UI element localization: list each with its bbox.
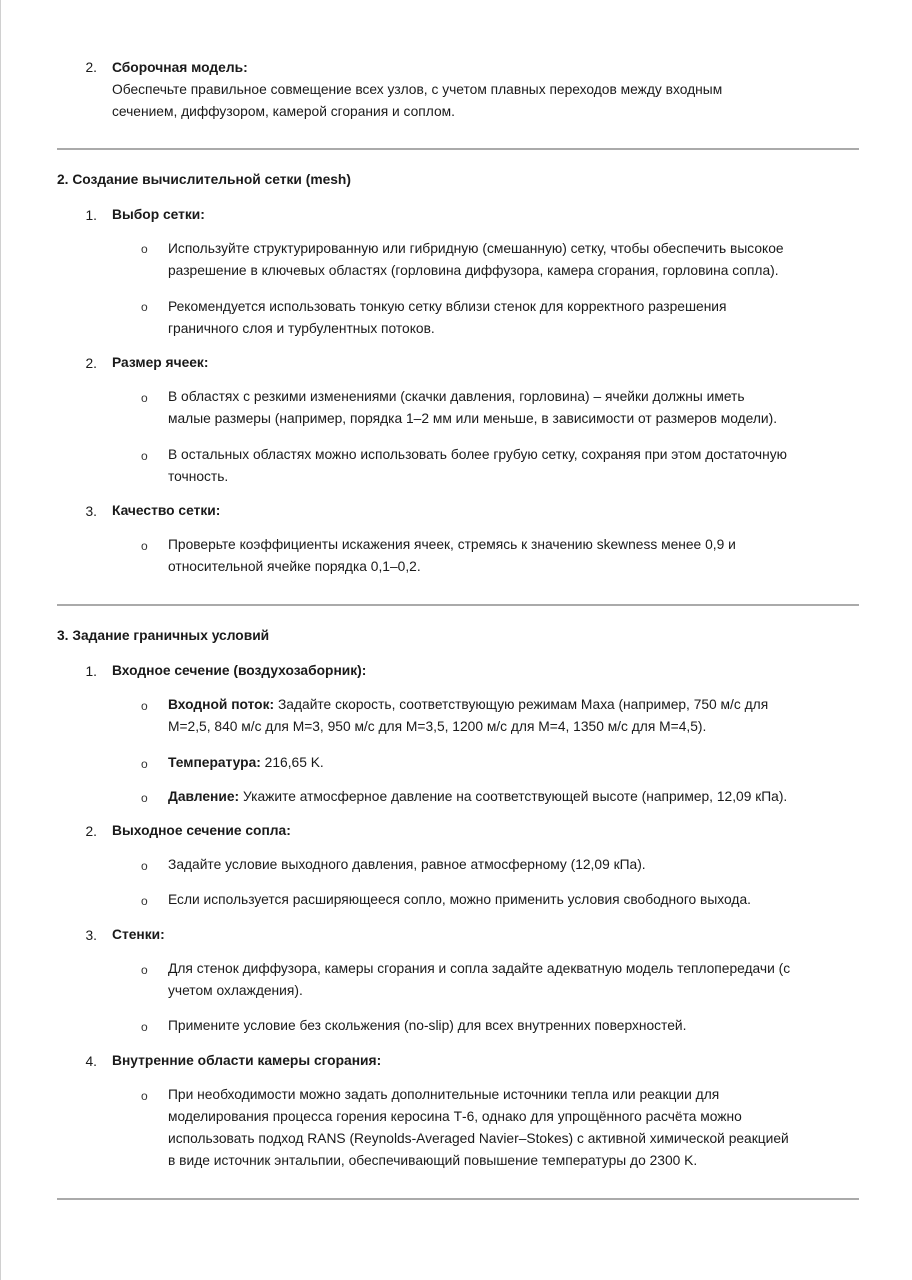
bullet-text-line: точность. xyxy=(168,469,229,484)
bullet-text-line: Если используется расширяющееся сопло, можно применить условия свободного выхода. xyxy=(168,892,751,907)
section-heading: 3. Задание граничных условий xyxy=(57,628,270,643)
section-heading: 2. Создание вычислительной сетки (mesh) xyxy=(57,172,351,187)
horizontal-divider xyxy=(57,1198,859,1200)
list-number: 3. xyxy=(85,504,97,519)
bullet-text: Задайте скорость, соответствующую режимам Маха (например, 750 м/с для xyxy=(274,697,769,712)
bullet-text-line: Примените условие без скольжения (no-slip) для всех внутренних поверхностей. xyxy=(168,1018,687,1033)
item-title: Качество сетки: xyxy=(112,503,221,518)
bullet-marker: o xyxy=(141,449,148,463)
list-number: 2. xyxy=(85,60,97,75)
list-number: 3. xyxy=(85,928,97,943)
bullet-text-line: Используйте структурированную или гибридную (смешанную) сетку, чтобы обеспечить высокое xyxy=(168,241,784,256)
item-title: Выходное сечение сопла: xyxy=(112,823,291,838)
item-title: Стенки: xyxy=(112,927,165,942)
bullet-text: Укажите атмосферное давление на соответствующей высоте (например, 12,09 кПа). xyxy=(239,789,788,804)
bullet-text-line: учетом охлаждения). xyxy=(168,983,303,998)
item-title: Размер ячеек: xyxy=(112,355,209,370)
item-text-line: сечением, диффузором, камерой сгорания и соплом. xyxy=(112,104,455,119)
bullet-text-line: граничного слоя и турбулентных потоков. xyxy=(168,321,435,336)
bullet-text-line xyxy=(168,694,768,717)
bullet-text-line: малые размеры (например, порядка 1–2 мм или меньше, в зависимости от размеров модели). xyxy=(168,411,778,426)
bullet-text-line: разрешение в ключевых областях (горловина диффузора, камера сгорания, горловина сопла). xyxy=(168,263,779,278)
list-number: 1. xyxy=(85,208,97,223)
bullet-marker: o xyxy=(141,894,148,908)
bullet-text-line: моделирования процесса горения керосина Т-6, однако для упрощённого расчёта можно xyxy=(168,1109,742,1124)
bullet-marker: o xyxy=(141,539,148,553)
list-number: 2. xyxy=(85,824,97,839)
item-title: Входное сечение (воздухозаборник): xyxy=(112,663,367,678)
bullet-label: Давление: xyxy=(168,789,240,804)
bullet-text-line xyxy=(168,786,787,809)
bullet-marker: o xyxy=(141,963,148,977)
horizontal-divider xyxy=(57,148,859,150)
horizontal-divider xyxy=(57,604,859,606)
bullet-text-line: Задайте условие выходного давления, равное атмосферному (12,09 кПа). xyxy=(168,857,646,872)
bullet-marker: o xyxy=(141,699,148,713)
list-number: 2. xyxy=(85,356,97,371)
list-number: 4. xyxy=(85,1054,97,1069)
bullet-text-line: M=2,5, 840 м/с для M=3, 950 м/с для M=3,5, 1200 м/с для M=4, 1350 м/с для M=4,5). xyxy=(168,719,707,734)
item-text-line: Обеспечьте правильное совмещение всех узлов, с учетом плавных переходов между входным xyxy=(112,82,723,97)
bullet-label: Входной поток: xyxy=(168,697,275,712)
bullet-marker: o xyxy=(141,242,148,256)
bullet-text-line: В областях с резкими изменениями (скачки давления, горловина) – ячейки должны иметь xyxy=(168,389,745,404)
item-title: Сборочная модель: xyxy=(112,60,248,75)
bullet-text-line: Для стенок диффузора, камеры сгорания и сопла задайте адекватную модель теплопередачи (с xyxy=(168,961,791,976)
bullet-marker: o xyxy=(141,1089,148,1103)
bullet-marker: o xyxy=(141,391,148,405)
item-title: Внутренние области камеры сгорания: xyxy=(112,1053,382,1068)
item-title: Выбор сетки: xyxy=(112,207,205,222)
bullet-marker: o xyxy=(141,1020,148,1034)
bullet-text-line: в виде источник энтальпии, обеспечивающий повышение температуры до 2300 K. xyxy=(168,1153,698,1168)
bullet-marker: o xyxy=(141,300,148,314)
bullet-marker: o xyxy=(141,757,148,771)
bullet-text-line: использовать подход RANS (Reynolds-Averaged Navier–Stokes) с активной химической реакцией xyxy=(168,1131,789,1146)
bullet-text-line: При необходимости можно задать дополнительные источники тепла или реакции для xyxy=(168,1087,720,1102)
bullet-text-line xyxy=(168,752,324,775)
bullet-text-line: Рекомендуется использовать тонкую сетку вблизи стенок для корректного разрешения xyxy=(168,299,727,314)
bullet-marker: o xyxy=(141,791,148,805)
bullet-marker: o xyxy=(141,859,148,873)
bullet-text: 216,65 K. xyxy=(260,755,324,770)
bullet-text-line: Проверьте коэффициенты искажения ячеек, стремясь к значению skewness менее 0,9 и xyxy=(168,537,736,552)
list-number: 1. xyxy=(85,664,97,679)
bullet-text-line: В остальных областях можно использовать более грубую сетку, сохраняя при этом достаточную xyxy=(168,447,787,462)
bullet-text-line: относительной ячейке порядка 0,1–0,2. xyxy=(168,559,421,574)
bullet-label: Температура: xyxy=(168,755,261,770)
